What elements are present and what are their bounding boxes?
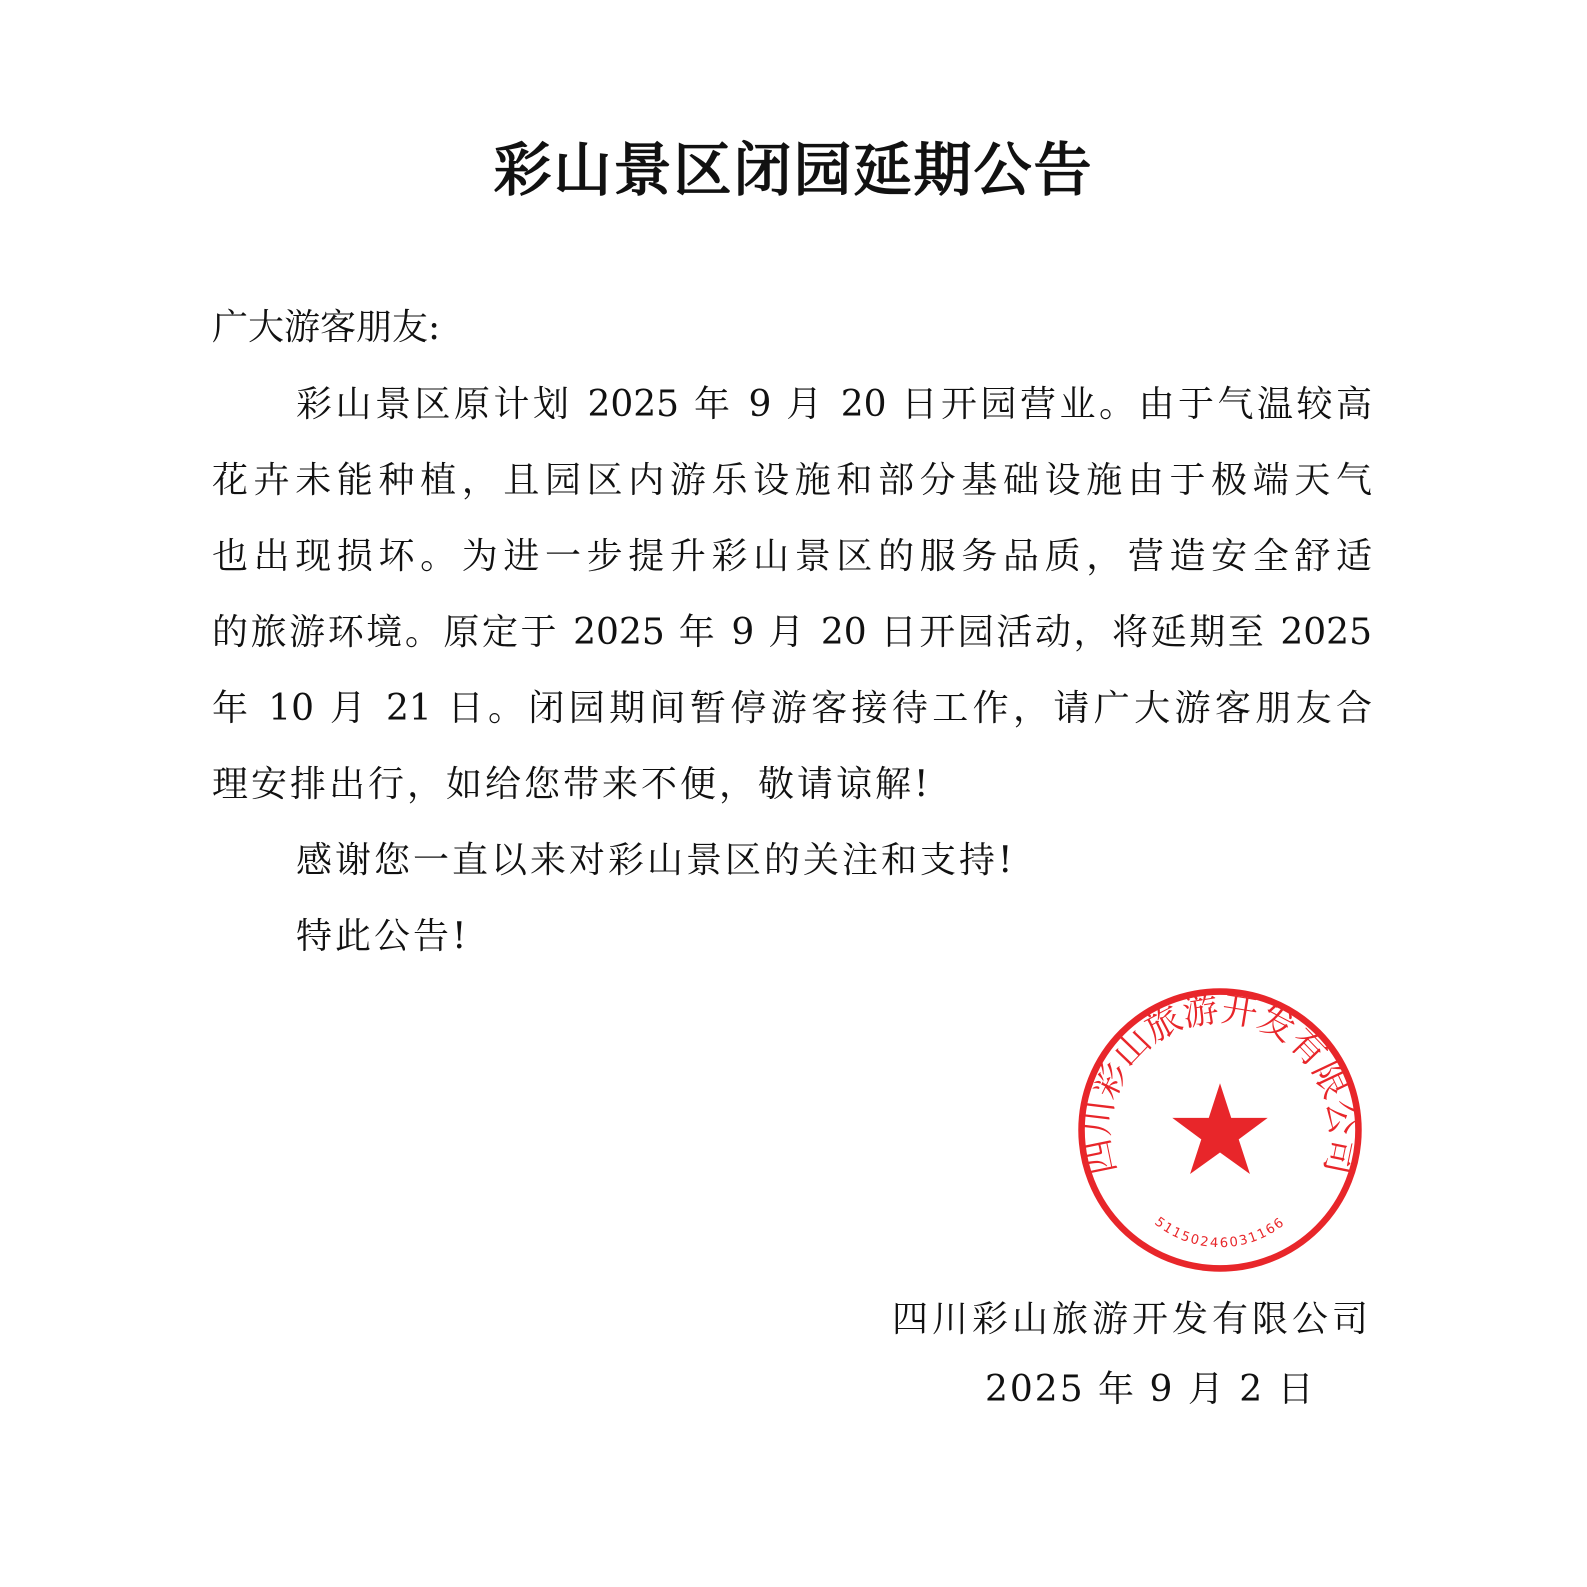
body-line: 也出现损坏。为进一步提升彩山景区的服务品质，营造安全舒适 [212,536,1372,577]
body-line: 理安排出行，如给您带来不便，敬请谅解! [212,764,932,805]
notice-title: 彩山景区闭园延期公告 [493,136,1094,204]
seal-text: 四川彩山旅游开发有限公司 [1076,988,1364,1179]
star-icon [1172,1083,1267,1174]
closing-text: 特此公告! [296,916,470,957]
body-line: 花卉未能种植，且园区内游乐设施和部分基础设施由于极端天气 [212,460,1372,501]
seal-code: 51150246031166 [1151,1214,1289,1252]
greeting: 广大游客朋友: [212,307,441,348]
body-line: 年 10 月 21 日。闭园期间暂停游客接待工作，请广大游客朋友合 [212,688,1372,729]
body-line: 的旅游环境。原定于 2025 年 9 月 20 日开园活动，将延期至 2025 [212,612,1372,653]
signature: 四川彩山旅游开发有限公司 [891,1299,1372,1340]
company-seal [1075,985,1365,1275]
body-line: 彩山景区原计划 2025 年 9 月 20 日开园营业。由于气温较高 [296,384,1372,425]
date: 2025 年 9 月 2 日 [985,1369,1316,1410]
thanks-text: 感谢您一直以来对彩山景区的关注和支持! [296,840,1016,881]
